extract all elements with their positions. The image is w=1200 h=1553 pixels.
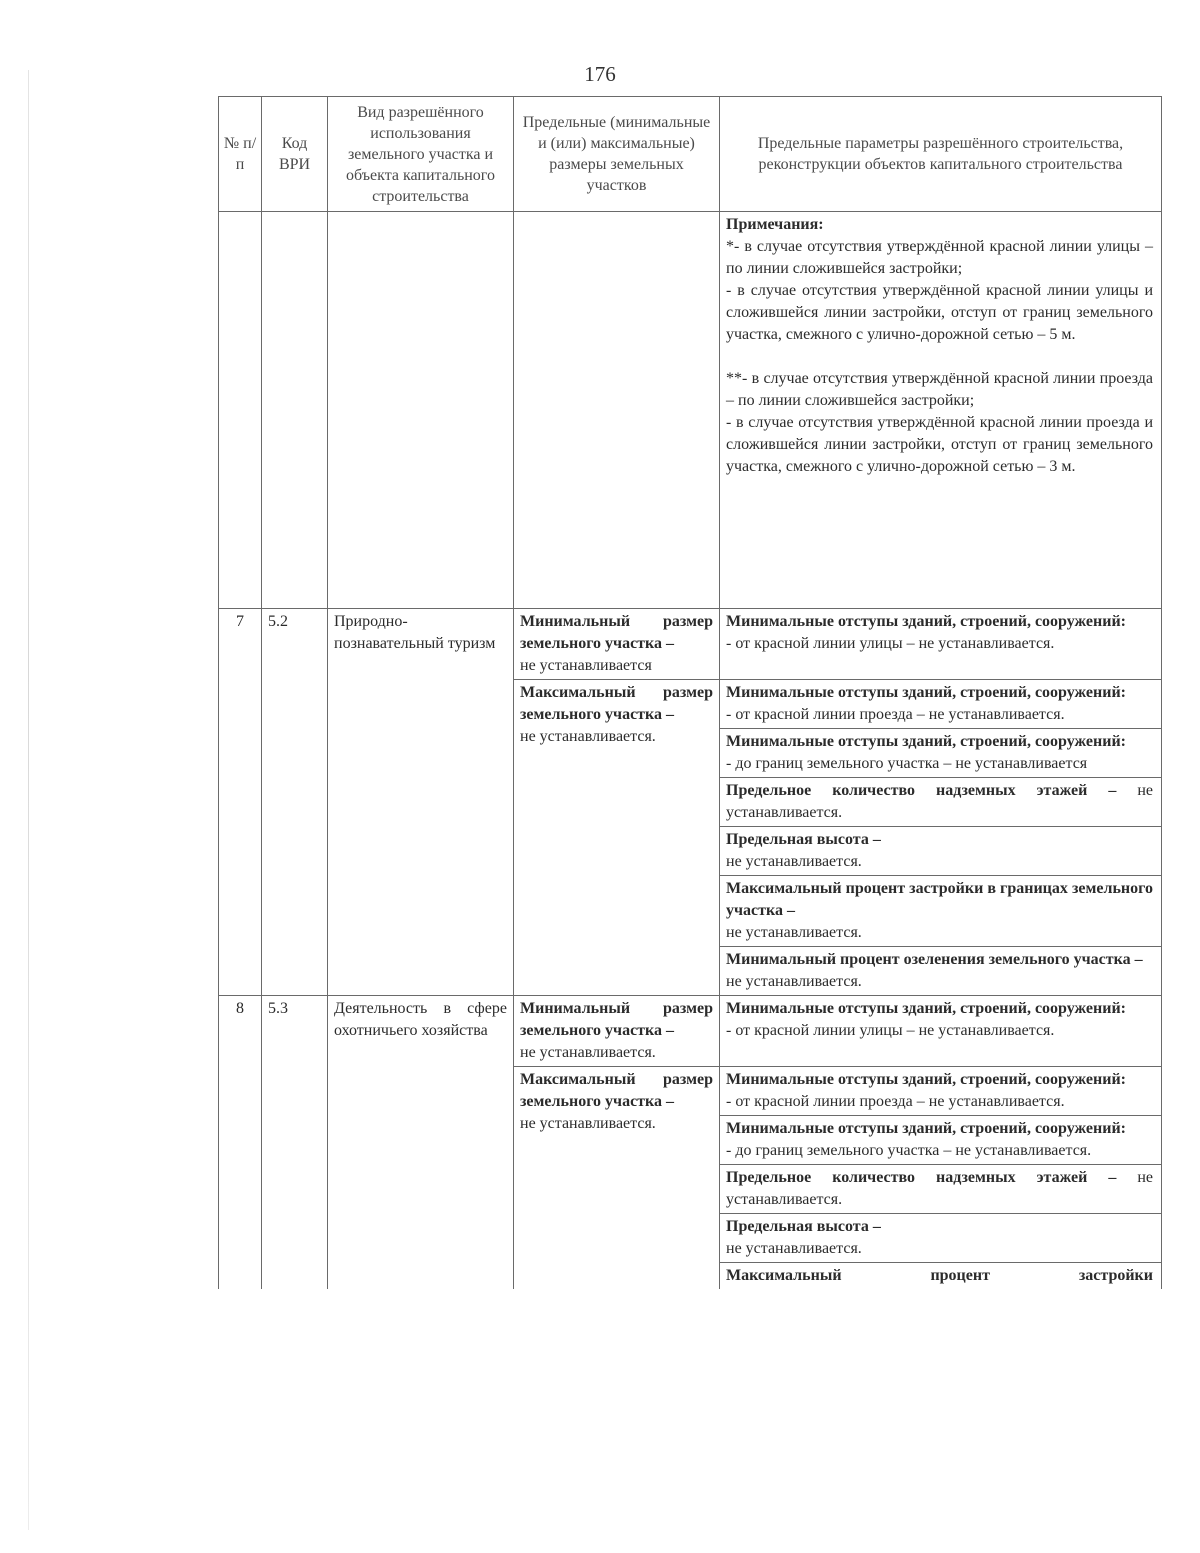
param-value: не устанавливается.	[726, 924, 862, 941]
max-size-label: Максимальный размер земельного участка –	[520, 1071, 713, 1110]
param-cell	[720, 1263, 1162, 1290]
header-num: № п/п	[219, 97, 262, 212]
notes-paragraph-2: - в случае отсутствия утверждённой красной линии улицы и сложившейся линии застройки, отступ от границ земельного участка, смежного с улично-дорожной сетью – 5 м.	[726, 282, 1153, 343]
param-label: Минимальные отступы зданий, строений, сооружений:	[726, 1120, 1126, 1137]
header-kind: Вид разрешённого использования земельного участка и объекта капитального строительства	[328, 97, 514, 212]
param-value: - до границ земельного участка – не устанавливается	[726, 755, 1088, 772]
param-label: Предельная высота –	[726, 831, 881, 848]
param-label: Предельная высота –	[726, 1218, 881, 1235]
page-number: 176	[584, 62, 616, 86]
table-header-row	[219, 97, 1162, 212]
max-size-label: Максимальный размер земельного участка –	[520, 684, 713, 723]
min-size-cell	[514, 609, 720, 680]
notes-spacer	[726, 346, 1153, 368]
row-num: 7	[219, 609, 262, 996]
param-value: не устанавливается.	[726, 1169, 1153, 1208]
param-cell	[720, 1214, 1162, 1263]
notes-paragraph-4: - в случае отсутствия утверждённой красной линии проезда и сложившейся линии застройки, отступ от границ земельного участка, смежного с улично-дорожной сетью – 3 м.	[726, 414, 1153, 475]
notes-size-cell	[514, 212, 720, 609]
param-value: не устанавливается.	[726, 973, 862, 990]
param-cell	[720, 876, 1162, 947]
param-cell	[720, 1165, 1162, 1214]
max-size-value: не устанавливается.	[520, 1115, 656, 1132]
param-value: - от красной линии проезда – не устанавливается.	[726, 1093, 1065, 1110]
scan-edge-mark	[28, 70, 29, 1530]
row-code: 5.3	[262, 996, 328, 1290]
notes-cell	[720, 212, 1162, 609]
table-row	[219, 996, 1162, 1067]
param-cell	[720, 680, 1162, 729]
row-num: 8	[219, 996, 262, 1290]
max-size-value: не устанавливается.	[520, 728, 656, 745]
param-cell	[720, 778, 1162, 827]
param-label: Минимальные отступы зданий, строений, сооружений:	[726, 733, 1126, 750]
min-size-value: не устанавливается.	[520, 1044, 656, 1061]
param-value: не устанавливается.	[726, 853, 862, 870]
param-value: - от красной линии улицы – не устанавливается.	[726, 1022, 1055, 1039]
notes-row	[219, 212, 1162, 609]
param-cell	[720, 1067, 1162, 1116]
param-label: Минимальные отступы зданий, строений, сооружений:	[726, 684, 1126, 701]
notes-code-cell	[262, 212, 328, 609]
row-kind: Природно-познавательный туризм	[328, 609, 514, 996]
param-cell	[720, 947, 1162, 996]
param-label: Максимальный процент застройки	[726, 1267, 1153, 1284]
param-value: - от красной линии улицы – не устанавливается.	[726, 635, 1055, 652]
min-size-cell	[514, 996, 720, 1067]
row-code: 5.2	[262, 609, 328, 996]
min-size-label: Минимальный размер земельного участка –	[520, 613, 713, 652]
param-cell	[720, 609, 1162, 680]
notes-paragraph-1: *- в случае отсутствия утверждённой красной линии улицы – по линии сложившейся застройки;	[726, 238, 1153, 277]
param-value: не устанавливается.	[726, 782, 1153, 821]
max-size-cell	[514, 1067, 720, 1290]
land-use-regulations-table	[218, 96, 1162, 1289]
param-label: Предельное количество надземных этажей –	[726, 1169, 1117, 1186]
param-label: Предельное количество надземных этажей –	[726, 782, 1117, 799]
param-value: не устанавливается.	[726, 1240, 862, 1257]
param-label: Минимальные отступы зданий, строений, сооружений:	[726, 1071, 1126, 1088]
row-kind: Деятельность в сфере охотничьего хозяйства	[328, 996, 514, 1290]
header-params: Предельные параметры разрешённого строительства, реконструкции объектов капитального строительства	[720, 97, 1162, 212]
param-label: Минимальные отступы зданий, строений, сооружений:	[726, 1000, 1126, 1017]
header-code: Код ВРИ	[262, 97, 328, 212]
max-size-cell	[514, 680, 720, 996]
param-value: - от красной линии проезда – не устанавливается.	[726, 706, 1065, 723]
notes-paragraph-3: **- в случае отсутствия утверждённой красной линии проезда – по линии сложившейся застройки;	[726, 370, 1153, 409]
param-value: - до границ земельного участка – не устанавливается.	[726, 1142, 1092, 1159]
param-label: Максимальный процент застройки в границах земельного участка –	[726, 880, 1153, 919]
notes-num-cell	[219, 212, 262, 609]
header-size: Предельные (минимальные и (или) максимальные) размеры земельных участков	[514, 97, 720, 212]
min-size-value: не устанавливается	[520, 657, 652, 674]
param-label: Минимальные отступы зданий, строений, сооружений:	[726, 613, 1126, 630]
table-row	[219, 609, 1162, 680]
param-cell	[720, 996, 1162, 1067]
notes-title: Примечания:	[726, 216, 824, 233]
notes-kind-cell	[328, 212, 514, 609]
param-cell	[720, 1116, 1162, 1165]
param-cell	[720, 729, 1162, 778]
param-label: Минимальный процент озеленения земельного участка –	[726, 951, 1143, 968]
min-size-label: Минимальный размер земельного участка –	[520, 1000, 713, 1039]
param-cell	[720, 827, 1162, 876]
